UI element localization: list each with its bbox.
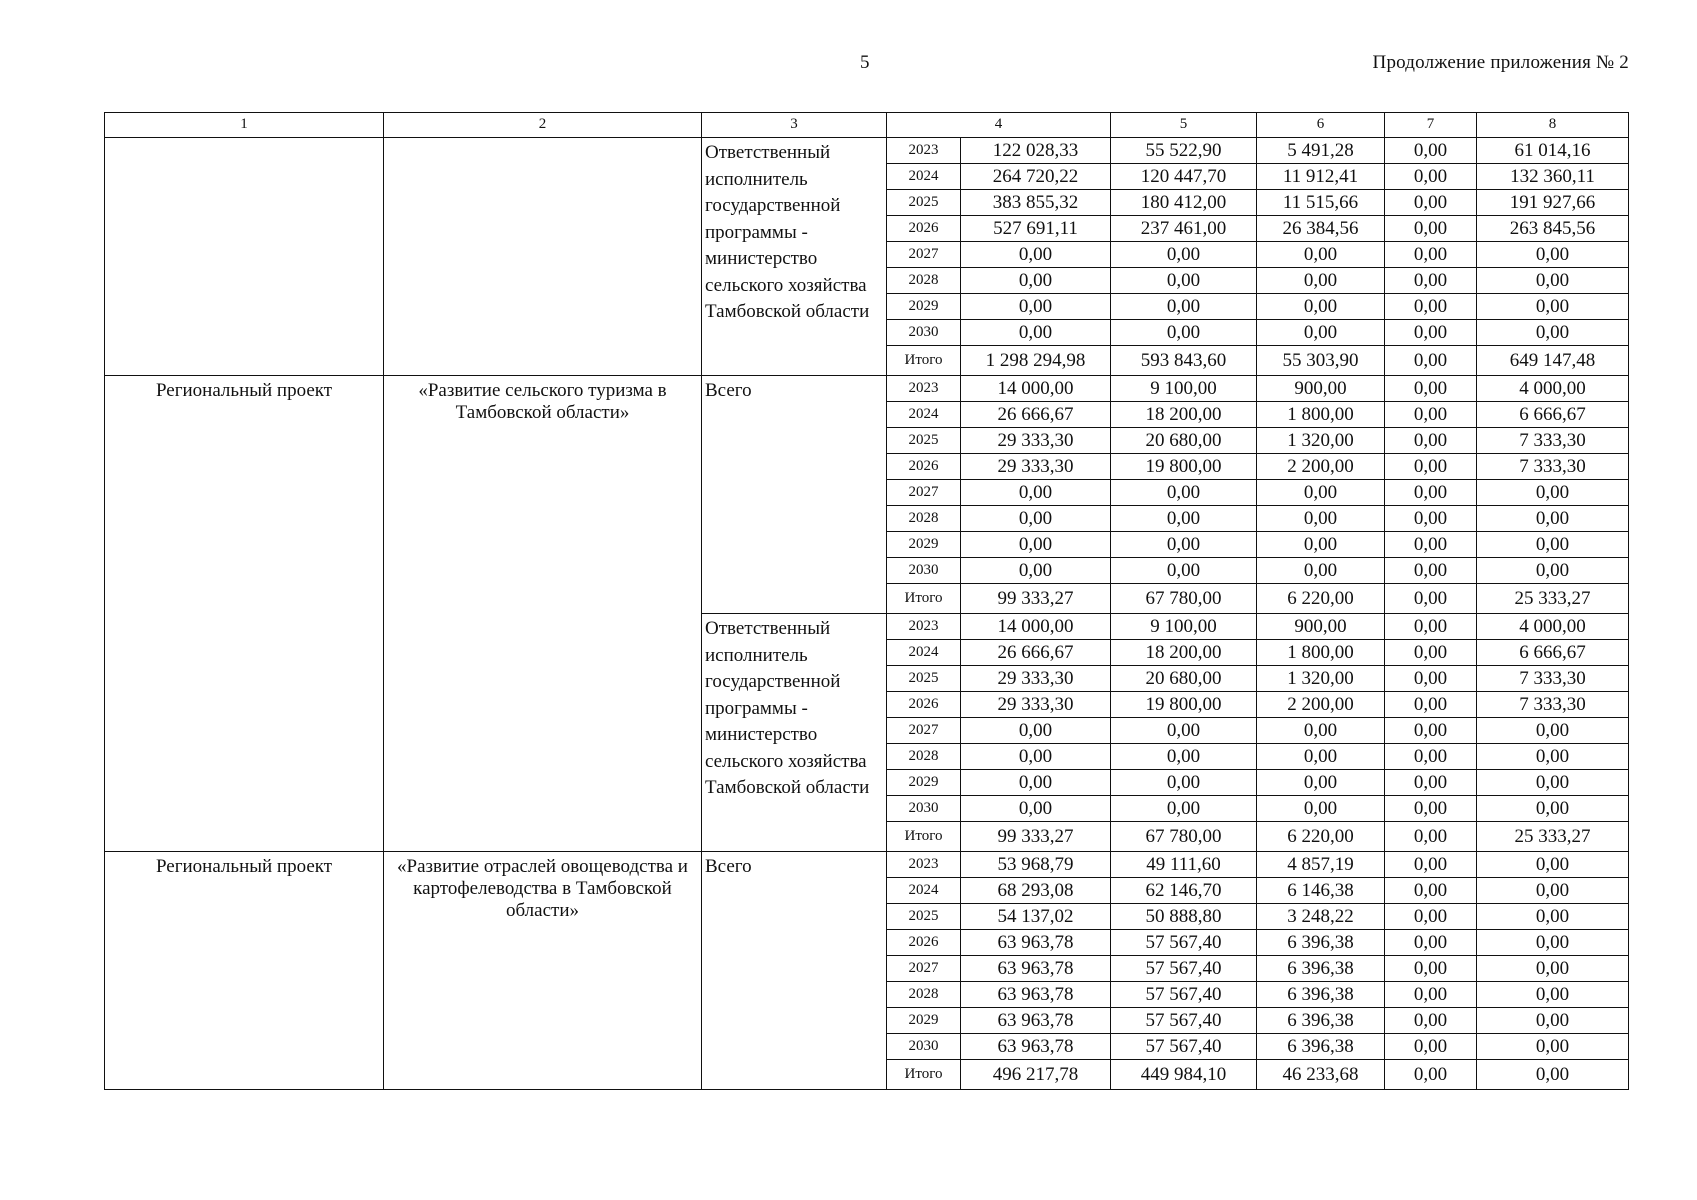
amount-cell: 19 800,00	[1111, 454, 1257, 480]
amount-cell: 11 515,66	[1257, 190, 1385, 216]
executor-cell: Всего	[702, 852, 887, 1090]
amount-cell: 26 666,67	[961, 640, 1111, 666]
amount-cell: 63 963,78	[961, 982, 1111, 1008]
amount-cell: 0,00	[1385, 506, 1477, 532]
amount-cell: 0,00	[1385, 320, 1477, 346]
amount-cell: 0,00	[1477, 930, 1629, 956]
amount-cell: 6 666,67	[1477, 402, 1629, 428]
amount-cell: 63 963,78	[961, 956, 1111, 982]
year-cell: 2028	[887, 744, 961, 770]
amount-cell: 0,00	[1477, 796, 1629, 822]
amount-cell: 900,00	[1257, 376, 1385, 402]
amount-cell: 0,00	[1477, 1034, 1629, 1060]
year-cell: 2025	[887, 666, 961, 692]
amount-cell: 0,00	[961, 294, 1111, 320]
amount-cell: 7 333,30	[1477, 666, 1629, 692]
financing-table	[104, 112, 1629, 1090]
amount-cell: 6 396,38	[1257, 1034, 1385, 1060]
amount-cell: 0,00	[1477, 294, 1629, 320]
amount-cell: 0,00	[1477, 852, 1629, 878]
amount-cell: 11 912,41	[1257, 164, 1385, 190]
amount-cell: 0,00	[961, 532, 1111, 558]
amount-cell: 0,00	[1385, 956, 1477, 982]
year-cell: 2027	[887, 242, 961, 268]
amount-cell: 900,00	[1257, 614, 1385, 640]
amount-cell: 180 412,00	[1111, 190, 1257, 216]
year-cell: 2025	[887, 190, 961, 216]
amount-cell: 0,00	[1477, 532, 1629, 558]
amount-cell: 0,00	[1477, 904, 1629, 930]
amount-cell: 0,00	[1111, 744, 1257, 770]
amount-cell: 6 396,38	[1257, 1008, 1385, 1034]
amount-cell: 0,00	[961, 796, 1111, 822]
amount-cell: 0,00	[1477, 982, 1629, 1008]
amount-cell: 0,00	[1385, 666, 1477, 692]
amount-cell: 0,00	[1385, 744, 1477, 770]
year-cell: 2026	[887, 216, 961, 242]
amount-cell: 264 720,22	[961, 164, 1111, 190]
amount-cell: 57 567,40	[1111, 1008, 1257, 1034]
amount-cell: 14 000,00	[961, 614, 1111, 640]
amount-cell: 0,00	[1477, 956, 1629, 982]
amount-cell: 0,00	[1385, 640, 1477, 666]
year-cell: 2023	[887, 614, 961, 640]
amount-cell: 0,00	[1111, 718, 1257, 744]
amount-cell: 0,00	[1111, 480, 1257, 506]
amount-cell: 14 000,00	[961, 376, 1111, 402]
amount-cell: 593 843,60	[1111, 346, 1257, 376]
amount-cell: 0,00	[1111, 558, 1257, 584]
executor-cell: Ответственный исполнитель государственной программы - министерство сельского хозяйства Тамбовской области	[702, 138, 887, 376]
amount-cell: 0,00	[1111, 294, 1257, 320]
amount-cell: 0,00	[1477, 506, 1629, 532]
amount-cell: 0,00	[1477, 268, 1629, 294]
amount-cell: 26 384,56	[1257, 216, 1385, 242]
amount-cell: 1 298 294,98	[961, 346, 1111, 376]
amount-cell: 0,00	[1111, 506, 1257, 532]
year-cell: Итого	[887, 584, 961, 614]
amount-cell: 6 396,38	[1257, 930, 1385, 956]
amount-cell: 0,00	[1385, 346, 1477, 376]
amount-cell: 383 855,32	[961, 190, 1111, 216]
amount-cell: 61 014,16	[1477, 138, 1629, 164]
amount-cell: 0,00	[1385, 1034, 1477, 1060]
amount-cell: 0,00	[1111, 268, 1257, 294]
year-cell: 2028	[887, 506, 961, 532]
amount-cell: 63 963,78	[961, 1008, 1111, 1034]
year-cell: 2023	[887, 852, 961, 878]
amount-cell: 0,00	[1385, 428, 1477, 454]
year-cell: 2026	[887, 454, 961, 480]
column-header: 4	[887, 113, 1111, 138]
column-header: 2	[384, 113, 702, 138]
amount-cell: 26 666,67	[961, 402, 1111, 428]
appendix-continuation-title: Продолжение приложения № 2	[1372, 52, 1629, 73]
amount-cell: 0,00	[1257, 268, 1385, 294]
amount-cell: 29 333,30	[961, 666, 1111, 692]
year-cell: 2030	[887, 796, 961, 822]
amount-cell: 0,00	[1385, 480, 1477, 506]
amount-cell: 1 800,00	[1257, 402, 1385, 428]
year-cell: 2029	[887, 770, 961, 796]
amount-cell: 50 888,80	[1111, 904, 1257, 930]
column-header: 8	[1477, 113, 1629, 138]
amount-cell: 0,00	[961, 242, 1111, 268]
project-name-cell	[384, 138, 702, 376]
amount-cell: 57 567,40	[1111, 956, 1257, 982]
amount-cell: 0,00	[1477, 718, 1629, 744]
year-cell: 2024	[887, 164, 961, 190]
amount-cell: 0,00	[1385, 268, 1477, 294]
amount-cell: 57 567,40	[1111, 1034, 1257, 1060]
amount-cell: 0,00	[1385, 402, 1477, 428]
amount-cell: 0,00	[1477, 1008, 1629, 1034]
amount-cell: 0,00	[1477, 744, 1629, 770]
amount-cell: 20 680,00	[1111, 666, 1257, 692]
amount-cell: 132 360,11	[1477, 164, 1629, 190]
amount-cell: 0,00	[1385, 878, 1477, 904]
amount-cell: 0,00	[1385, 584, 1477, 614]
year-cell: 2025	[887, 904, 961, 930]
amount-cell: 99 333,27	[961, 584, 1111, 614]
amount-cell: 99 333,27	[961, 822, 1111, 852]
amount-cell: 18 200,00	[1111, 640, 1257, 666]
amount-cell: 57 567,40	[1111, 930, 1257, 956]
amount-cell: 29 333,30	[961, 428, 1111, 454]
amount-cell: 0,00	[1111, 770, 1257, 796]
amount-cell: 0,00	[1477, 1060, 1629, 1090]
amount-cell: 2 200,00	[1257, 692, 1385, 718]
amount-cell: 0,00	[1477, 558, 1629, 584]
amount-cell: 237 461,00	[1111, 216, 1257, 242]
amount-cell: 54 137,02	[961, 904, 1111, 930]
amount-cell: 68 293,08	[961, 878, 1111, 904]
amount-cell: 49 111,60	[1111, 852, 1257, 878]
column-header: 6	[1257, 113, 1385, 138]
project-type-cell: Региональный проект	[105, 852, 384, 1090]
executor-cell: Всего	[702, 376, 887, 614]
amount-cell: 0,00	[1257, 796, 1385, 822]
amount-cell: 4 857,19	[1257, 852, 1385, 878]
year-cell: 2024	[887, 402, 961, 428]
amount-cell: 0,00	[961, 320, 1111, 346]
amount-cell: 29 333,30	[961, 692, 1111, 718]
amount-cell: 0,00	[1385, 376, 1477, 402]
amount-cell: 6 396,38	[1257, 982, 1385, 1008]
year-cell: 2029	[887, 532, 961, 558]
amount-cell: 0,00	[1477, 480, 1629, 506]
amount-cell: 9 100,00	[1111, 376, 1257, 402]
amount-cell: 1 320,00	[1257, 428, 1385, 454]
amount-cell: 0,00	[1477, 242, 1629, 268]
amount-cell: 0,00	[1385, 454, 1477, 480]
year-cell: 2029	[887, 1008, 961, 1034]
amount-cell: 6 146,38	[1257, 878, 1385, 904]
amount-cell: 1 320,00	[1257, 666, 1385, 692]
amount-cell: 18 200,00	[1111, 402, 1257, 428]
column-header: 5	[1111, 113, 1257, 138]
amount-cell: 9 100,00	[1111, 614, 1257, 640]
amount-cell: 62 146,70	[1111, 878, 1257, 904]
amount-cell: 0,00	[961, 718, 1111, 744]
amount-cell: 67 780,00	[1111, 584, 1257, 614]
table-row	[105, 852, 1629, 878]
project-name-cell: «Развитие отраслей овощеводства и картофелеводства в Тамбовской области»	[384, 852, 702, 1090]
amount-cell: 0,00	[1385, 1060, 1477, 1090]
year-cell: 2024	[887, 878, 961, 904]
amount-cell: 29 333,30	[961, 454, 1111, 480]
amount-cell: 0,00	[1385, 216, 1477, 242]
amount-cell: 7 333,30	[1477, 692, 1629, 718]
amount-cell: 46 233,68	[1257, 1060, 1385, 1090]
amount-cell: 0,00	[1385, 852, 1477, 878]
project-type-cell: Региональный проект	[105, 376, 384, 852]
amount-cell: 0,00	[961, 558, 1111, 584]
amount-cell: 122 028,33	[961, 138, 1111, 164]
amount-cell: 0,00	[1257, 320, 1385, 346]
column-header: 3	[702, 113, 887, 138]
amount-cell: 67 780,00	[1111, 822, 1257, 852]
amount-cell: 0,00	[1257, 242, 1385, 268]
amount-cell: 0,00	[961, 480, 1111, 506]
amount-cell: 0,00	[1385, 532, 1477, 558]
amount-cell: 0,00	[1257, 770, 1385, 796]
amount-cell: 0,00	[1385, 190, 1477, 216]
year-cell: Итого	[887, 1060, 961, 1090]
amount-cell: 0,00	[1385, 614, 1477, 640]
amount-cell: 6 666,67	[1477, 640, 1629, 666]
amount-cell: 0,00	[961, 268, 1111, 294]
amount-cell: 3 248,22	[1257, 904, 1385, 930]
amount-cell: 25 333,27	[1477, 822, 1629, 852]
amount-cell: 0,00	[1385, 718, 1477, 744]
amount-cell: 0,00	[1385, 558, 1477, 584]
amount-cell: 6 396,38	[1257, 956, 1385, 982]
amount-cell: 0,00	[1477, 878, 1629, 904]
year-cell: 2029	[887, 294, 961, 320]
amount-cell: 649 147,48	[1477, 346, 1629, 376]
year-cell: Итого	[887, 346, 961, 376]
amount-cell: 25 333,27	[1477, 584, 1629, 614]
table-row	[105, 138, 1629, 164]
amount-cell: 53 968,79	[961, 852, 1111, 878]
amount-cell: 6 220,00	[1257, 584, 1385, 614]
amount-cell: 63 963,78	[961, 1034, 1111, 1060]
amount-cell: 0,00	[1111, 532, 1257, 558]
amount-cell: 0,00	[1385, 1008, 1477, 1034]
amount-cell: 0,00	[1477, 770, 1629, 796]
amount-cell: 0,00	[1257, 718, 1385, 744]
amount-cell: 449 984,10	[1111, 1060, 1257, 1090]
amount-cell: 7 333,30	[1477, 454, 1629, 480]
amount-cell: 0,00	[1385, 904, 1477, 930]
amount-cell: 0,00	[1385, 692, 1477, 718]
amount-cell: 0,00	[1385, 294, 1477, 320]
amount-cell: 0,00	[1385, 796, 1477, 822]
amount-cell: 0,00	[961, 506, 1111, 532]
year-cell: Итого	[887, 822, 961, 852]
year-cell: 2026	[887, 692, 961, 718]
amount-cell: 1 800,00	[1257, 640, 1385, 666]
project-type-cell	[105, 138, 384, 376]
amount-cell: 0,00	[1385, 770, 1477, 796]
amount-cell: 57 567,40	[1111, 982, 1257, 1008]
amount-cell: 0,00	[961, 744, 1111, 770]
year-cell: 2030	[887, 320, 961, 346]
amount-cell: 263 845,56	[1477, 216, 1629, 242]
year-cell: 2028	[887, 268, 961, 294]
amount-cell: 0,00	[1477, 320, 1629, 346]
year-cell: 2026	[887, 930, 961, 956]
amount-cell: 20 680,00	[1111, 428, 1257, 454]
amount-cell: 0,00	[1385, 138, 1477, 164]
amount-cell: 2 200,00	[1257, 454, 1385, 480]
amount-cell: 5 491,28	[1257, 138, 1385, 164]
year-cell: 2027	[887, 480, 961, 506]
amount-cell: 191 927,66	[1477, 190, 1629, 216]
executor-cell: Ответственный исполнитель государственной программы - министерство сельского хозяйства Тамбовской области	[702, 614, 887, 852]
year-cell: 2030	[887, 1034, 961, 1060]
amount-cell: 0,00	[1111, 242, 1257, 268]
amount-cell: 0,00	[1111, 320, 1257, 346]
year-cell: 2028	[887, 982, 961, 1008]
amount-cell: 0,00	[1385, 930, 1477, 956]
table-row	[105, 376, 1629, 402]
amount-cell: 0,00	[1257, 294, 1385, 320]
project-name-cell: «Развитие сельского туризма в Тамбовской области»	[384, 376, 702, 852]
amount-cell: 6 220,00	[1257, 822, 1385, 852]
amount-cell: 0,00	[1257, 744, 1385, 770]
amount-cell: 55 522,90	[1111, 138, 1257, 164]
page-number: 5	[860, 52, 870, 73]
amount-cell: 0,00	[1257, 558, 1385, 584]
year-cell: 2025	[887, 428, 961, 454]
column-header: 7	[1385, 113, 1477, 138]
amount-cell: 7 333,30	[1477, 428, 1629, 454]
year-cell: 2024	[887, 640, 961, 666]
amount-cell: 0,00	[1385, 242, 1477, 268]
amount-cell: 0,00	[961, 770, 1111, 796]
amount-cell: 0,00	[1385, 822, 1477, 852]
amount-cell: 0,00	[1257, 480, 1385, 506]
amount-cell: 120 447,70	[1111, 164, 1257, 190]
year-cell: 2023	[887, 376, 961, 402]
amount-cell: 0,00	[1257, 532, 1385, 558]
amount-cell: 55 303,90	[1257, 346, 1385, 376]
amount-cell: 4 000,00	[1477, 376, 1629, 402]
year-cell: 2027	[887, 956, 961, 982]
amount-cell: 0,00	[1385, 164, 1477, 190]
year-cell: 2030	[887, 558, 961, 584]
amount-cell: 63 963,78	[961, 930, 1111, 956]
amount-cell: 19 800,00	[1111, 692, 1257, 718]
year-cell: 2027	[887, 718, 961, 744]
amount-cell: 0,00	[1257, 506, 1385, 532]
amount-cell: 527 691,11	[961, 216, 1111, 242]
year-cell: 2023	[887, 138, 961, 164]
amount-cell: 0,00	[1111, 796, 1257, 822]
amount-cell: 4 000,00	[1477, 614, 1629, 640]
amount-cell: 496 217,78	[961, 1060, 1111, 1090]
column-number-header-row	[105, 113, 1629, 138]
column-header: 1	[105, 113, 384, 138]
amount-cell: 0,00	[1385, 982, 1477, 1008]
